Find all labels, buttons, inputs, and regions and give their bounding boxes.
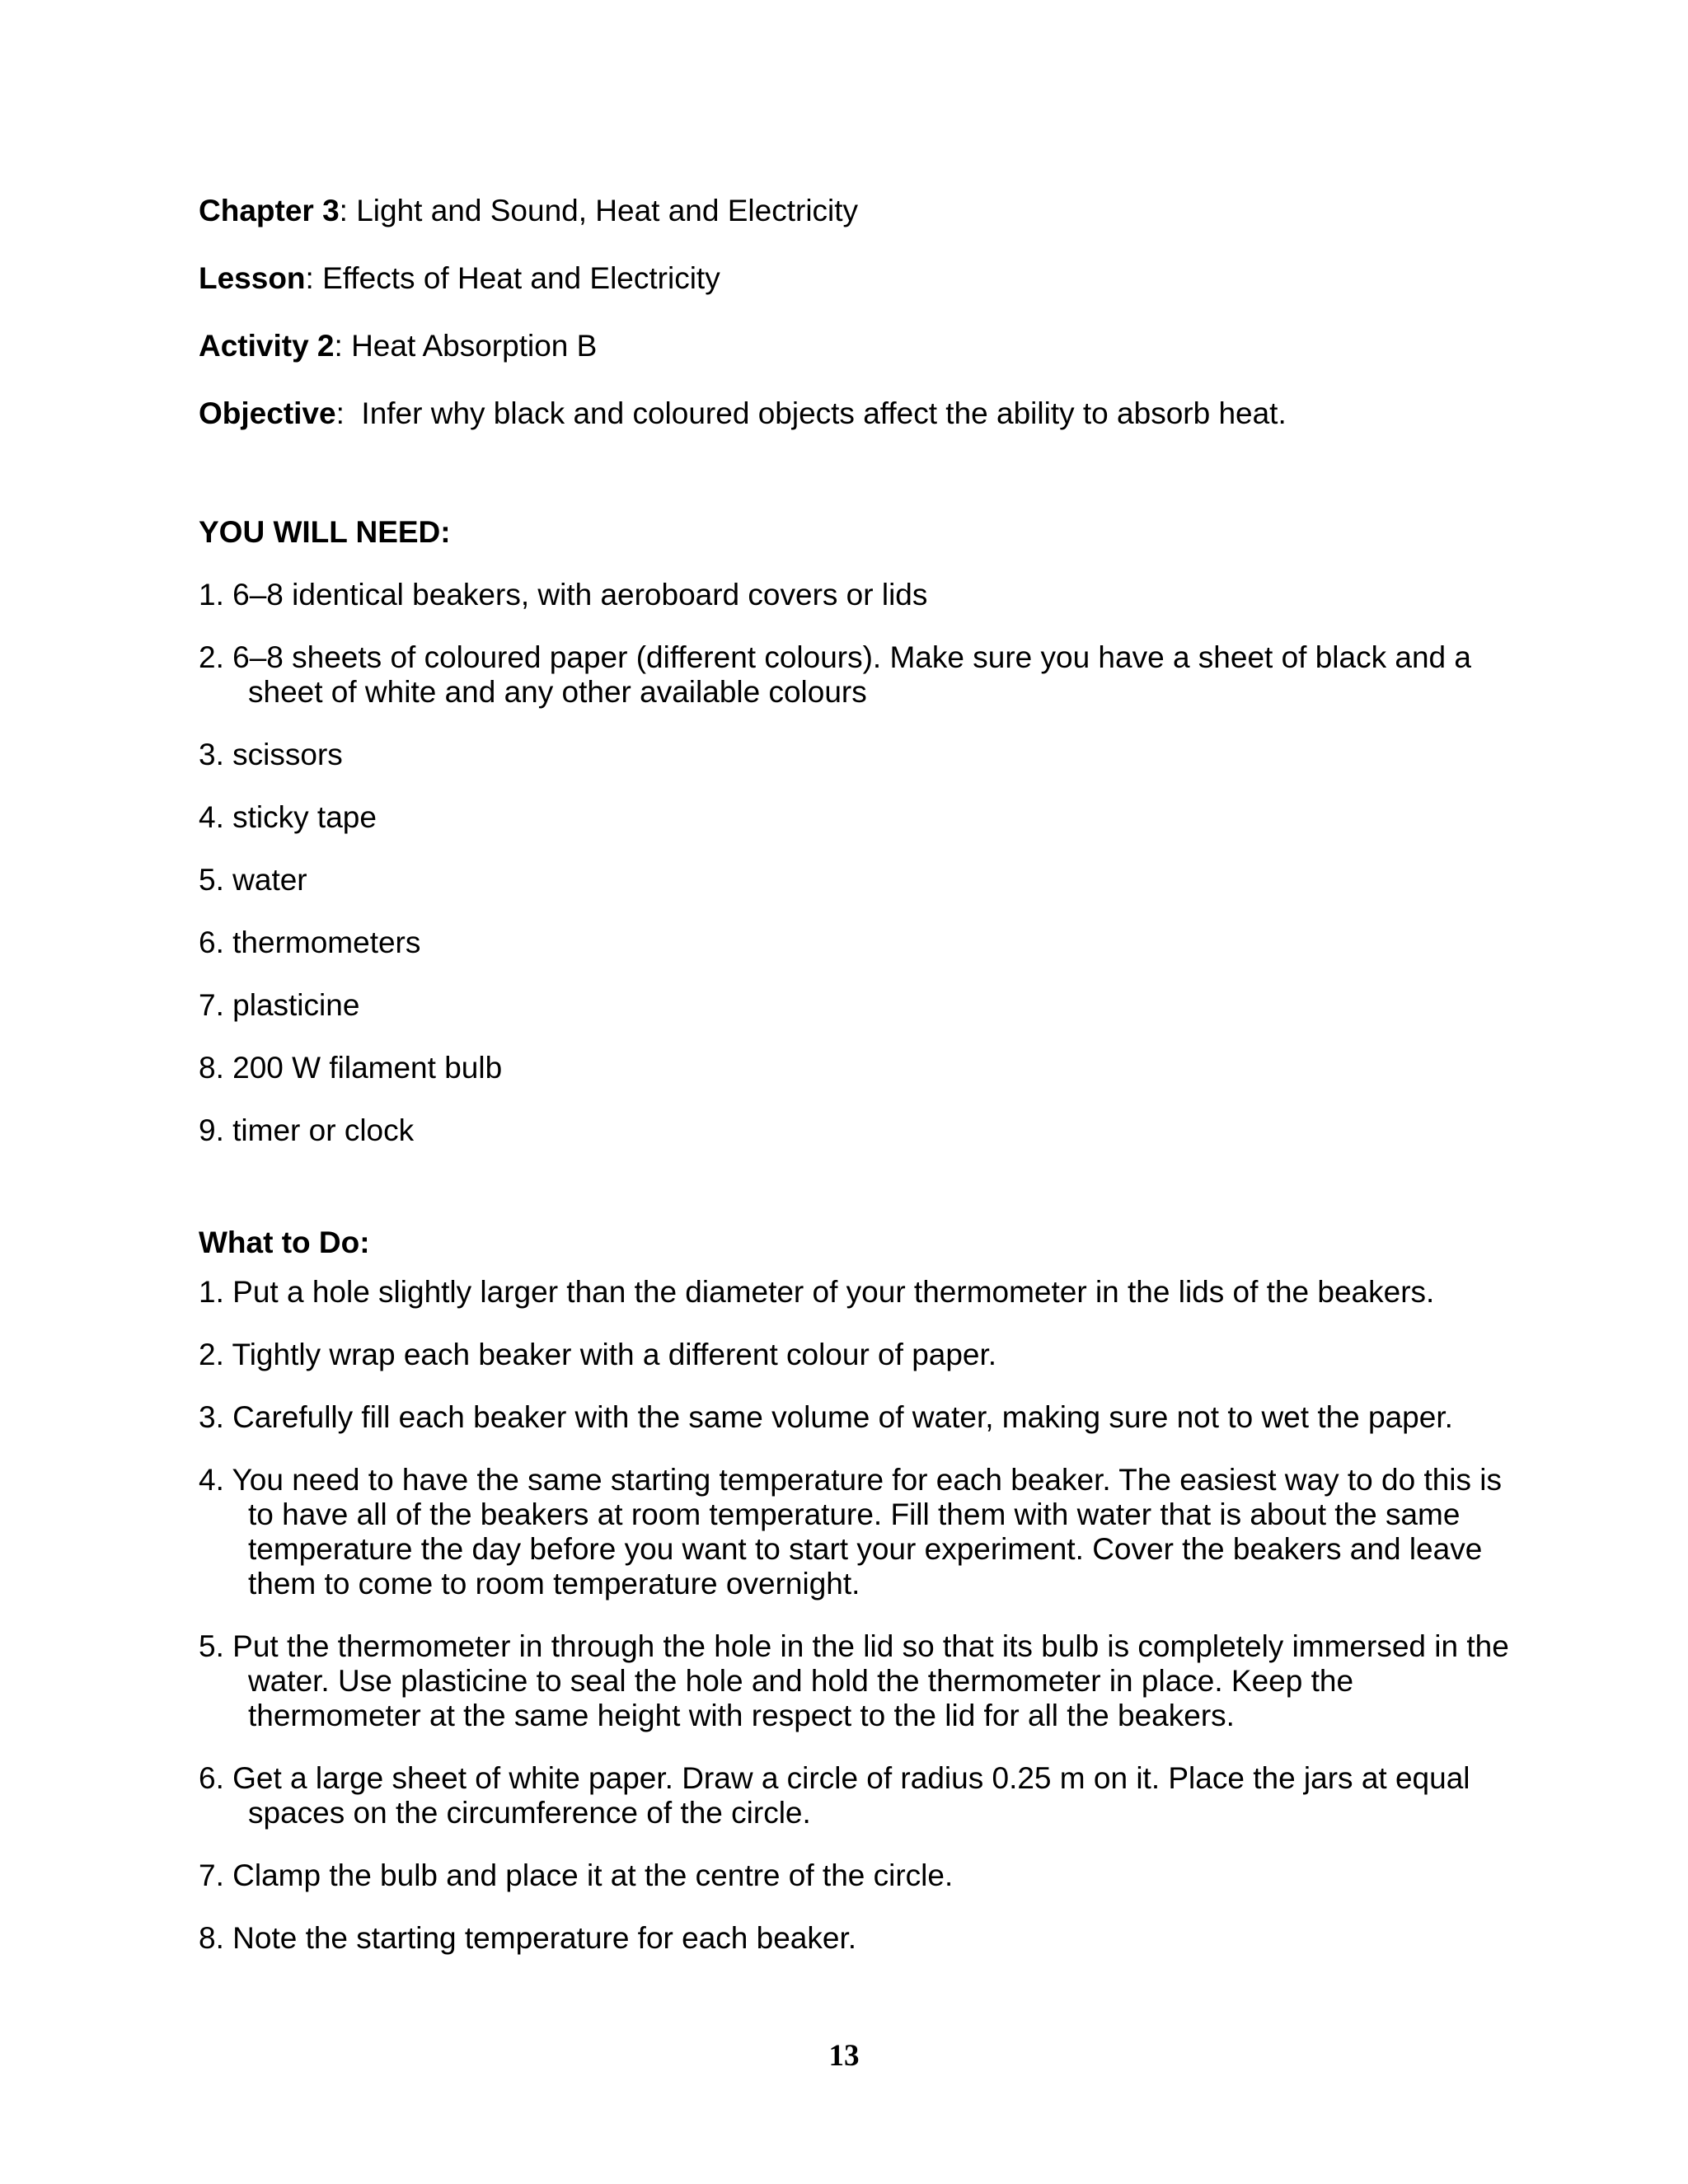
chapter-label: Chapter 3 xyxy=(199,194,340,227)
page-number: 13 xyxy=(828,2039,860,2073)
step-list-item xyxy=(199,1629,1509,1733)
list-item-text: scissors xyxy=(232,738,343,771)
you-will-need-heading: YOU WILL NEED: xyxy=(199,515,451,549)
list-item-number: 5. xyxy=(199,1629,224,1663)
list-item-number: 3. xyxy=(199,1400,224,1434)
list-item-number: 6. xyxy=(199,926,224,959)
materials-list-item xyxy=(199,988,1509,1023)
lesson-label: Lesson xyxy=(199,261,306,295)
list-item-text: water xyxy=(232,863,307,897)
spacer xyxy=(199,431,1509,479)
materials-list-item xyxy=(199,640,1509,710)
list-item-number: 5. xyxy=(199,863,224,897)
materials-list-item xyxy=(199,863,1509,898)
steps-list xyxy=(199,1275,1509,1956)
step-list-item xyxy=(199,1921,1509,1956)
list-item-number: 7. xyxy=(199,1858,224,1892)
list-item-text: sticky tape xyxy=(232,800,377,834)
list-item-text: 6–8 sheets of coloured paper (different colours). Make sure you have a sheet of black and a sheet of white and any other available colours xyxy=(232,640,1471,709)
list-item-number: 8. xyxy=(199,1921,224,1955)
list-item-text: 200 W filament bulb xyxy=(232,1051,503,1085)
list-item-text: 6–8 identical beakers, with aeroboard covers or lids xyxy=(232,578,928,612)
list-item-number: 6. xyxy=(199,1761,224,1795)
lesson-line xyxy=(199,261,1509,296)
what-to-do-heading: What to Do: xyxy=(199,1226,370,1259)
list-item-number: 3. xyxy=(199,738,224,771)
step-list-item xyxy=(199,1400,1509,1435)
materials-list-item xyxy=(199,1113,1509,1148)
chapter-text: : Light and Sound, Heat and Electricity xyxy=(339,194,859,227)
materials-list-item xyxy=(199,800,1509,835)
list-item-number: 9. xyxy=(199,1113,224,1147)
list-item-text: Put the thermometer in through the hole in the lid so that its bulb is completely immersed in the water. Use plasticine to seal the hole and hold the thermometer in place. Keep the thermometer at the same height with respect to the lid for all the beakers. xyxy=(232,1629,1509,1732)
list-item-text: Put a hole slightly larger than the diameter of your thermometer in the lids of the beakers. xyxy=(232,1275,1435,1309)
activity-line xyxy=(199,329,1509,363)
spacer xyxy=(199,1176,1509,1226)
step-list-item xyxy=(199,1463,1509,1601)
list-item-text: timer or clock xyxy=(232,1113,415,1147)
objective-text: : Infer why black and coloured objects affect the ability to absorb heat. xyxy=(335,396,1287,430)
step-list-item xyxy=(199,1338,1509,1372)
chapter-line xyxy=(199,194,1509,228)
list-item-text: Note the starting temperature for each beaker. xyxy=(232,1921,857,1955)
materials-list-item xyxy=(199,1051,1509,1085)
list-item-number: 4. xyxy=(199,800,224,834)
list-item-number: 2. xyxy=(199,1338,224,1371)
materials-list-item xyxy=(199,738,1509,772)
list-item-text: Tightly wrap each beaker with a different colour of paper. xyxy=(232,1338,997,1371)
lesson-text: : Effects of Heat and Electricity xyxy=(305,261,720,295)
materials-list-item xyxy=(199,578,1509,612)
activity-text: : Heat Absorption B xyxy=(334,329,598,363)
step-list-item xyxy=(199,1275,1509,1310)
list-item-text: Carefully fill each beaker with the same volume of water, making sure not to wet the paper. xyxy=(232,1400,1453,1434)
list-item-text: Clamp the bulb and place it at the centre of the circle. xyxy=(232,1858,954,1892)
list-item-number: 8. xyxy=(199,1051,224,1085)
list-item-number: 7. xyxy=(199,988,224,1022)
materials-list xyxy=(199,578,1509,1148)
activity-label: Activity 2 xyxy=(199,329,335,363)
page-content xyxy=(199,194,1509,1984)
objective-label: Objective xyxy=(199,396,336,430)
list-item-number: 4. xyxy=(199,1463,224,1497)
list-item-text: You need to have the same starting temperature for each beaker. The easiest way to do this is to have all of the beakers at room temperature. Fill them with water that is about the same temperature the day before you want to start your experiment. Cover the beakers and leave them to come to room temperature overnight. xyxy=(232,1463,1503,1601)
list-item-text: thermometers xyxy=(232,926,421,959)
list-item-number: 1. xyxy=(199,578,224,612)
objective-line xyxy=(199,396,1509,431)
list-item-text: Get a large sheet of white paper. Draw a circle of radius 0.25 m on it. Place the jars at equal spaces on the circumference of the circle. xyxy=(232,1761,1470,1830)
step-list-item xyxy=(199,1858,1509,1893)
materials-list-item xyxy=(199,926,1509,960)
step-list-item xyxy=(199,1761,1509,1830)
list-item-number: 1. xyxy=(199,1275,224,1309)
list-item-number: 2. xyxy=(199,640,224,674)
list-item-text: plasticine xyxy=(232,988,360,1022)
